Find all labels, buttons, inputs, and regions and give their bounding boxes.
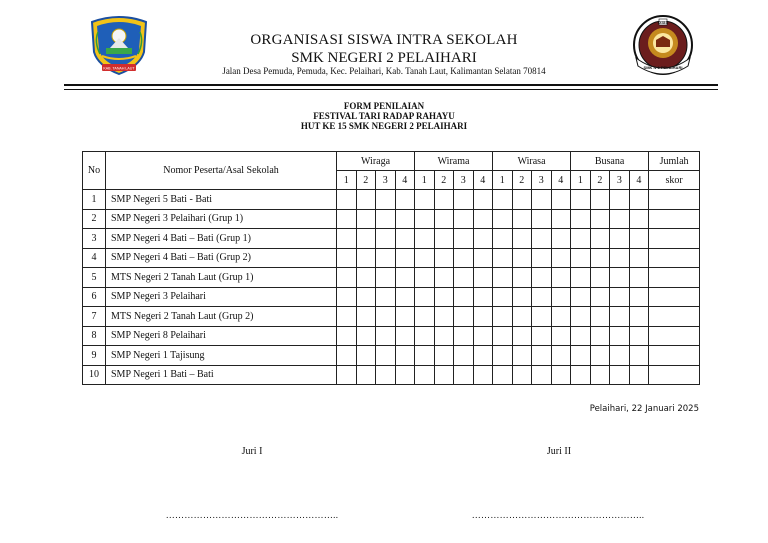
score-cell[interactable] [376,209,396,229]
sub-col: 1 [415,171,435,190]
score-cell[interactable] [415,268,435,288]
score-cell[interactable] [571,248,591,268]
score-cell[interactable] [434,326,454,346]
score-cell[interactable] [473,307,493,327]
score-cell[interactable] [356,248,376,268]
score-cell[interactable] [434,307,454,327]
score-cell[interactable] [473,326,493,346]
form-subtitle: FESTIVAL TARI RADAP RAHAYU [313,111,455,121]
score-cell[interactable] [532,248,552,268]
sub-col: 1 [337,171,357,190]
score-cell[interactable] [473,346,493,366]
table-row [83,209,700,229]
score-cell[interactable] [532,209,552,229]
header-wirama: Wirama [415,152,493,171]
score-cell[interactable] [532,326,552,346]
score-table-body [83,190,700,385]
score-cell[interactable] [473,268,493,288]
score-cell[interactable] [532,307,552,327]
total-score-cell[interactable] [649,326,700,346]
score-cell[interactable] [571,287,591,307]
score-cell[interactable] [473,248,493,268]
score-cell[interactable] [337,287,357,307]
sub-col: 2 [434,171,454,190]
score-cell[interactable] [493,268,513,288]
score-cell[interactable] [395,365,415,385]
score-cell[interactable] [473,287,493,307]
form-event: HUT KE 15 SMK NEGERI 2 PELAIHARI [300,121,468,131]
score-cell[interactable] [376,287,396,307]
score-cell[interactable] [610,248,630,268]
logo-right-top-text: OSIS [657,20,669,25]
score-cell[interactable] [356,190,376,210]
score-cell[interactable] [512,248,532,268]
header-wiraga: Wiraga [337,152,415,171]
score-cell[interactable] [493,326,513,346]
score-cell[interactable] [454,268,474,288]
score-cell[interactable] [473,365,493,385]
score-cell[interactable] [590,287,610,307]
table-row [83,365,700,385]
total-score-cell[interactable] [649,307,700,327]
score-cell[interactable] [629,268,649,288]
total-score-cell[interactable] [649,229,700,249]
score-cell[interactable] [337,190,357,210]
score-cell[interactable] [434,365,454,385]
score-cell[interactable] [434,209,454,229]
score-cell[interactable] [434,268,454,288]
score-cell[interactable] [532,268,552,288]
score-cell[interactable] [454,287,474,307]
score-cell[interactable] [473,190,493,210]
table-row [83,346,700,366]
score-cell[interactable] [610,365,630,385]
header-school: Nomor Peserta/Asal Sekolah [106,152,337,190]
score-cell[interactable] [571,268,591,288]
tanah-laut-emblem-icon [84,14,154,76]
score-cell[interactable] [493,229,513,249]
score-cell[interactable] [551,268,571,288]
score-cell[interactable] [610,307,630,327]
score-cell[interactable] [590,365,610,385]
score-cell[interactable] [454,248,474,268]
header-busana: Busana [571,152,649,171]
score-cell[interactable] [376,326,396,346]
row-school: SMP Negeri 5 Bati - Bati [106,190,337,210]
score-cell[interactable] [356,307,376,327]
score-cell[interactable] [415,346,435,366]
row-school: SMP Negeri 1 Tajisung [106,346,337,366]
score-cell[interactable] [493,365,513,385]
score-cell[interactable] [473,229,493,249]
row-number: 2 [83,209,106,229]
row-number: 7 [83,307,106,327]
sub-col: 4 [395,171,415,190]
score-cell[interactable] [590,326,610,346]
row-number: 10 [83,365,106,385]
score-cell[interactable] [512,287,532,307]
table-row [83,307,700,327]
score-cell[interactable] [493,287,513,307]
sub-col: 4 [629,171,649,190]
sub-col: 2 [356,171,376,190]
score-cell[interactable] [590,229,610,249]
score-cell[interactable] [571,326,591,346]
score-cell[interactable] [571,346,591,366]
logo-right-bottom-text: SMK N 2 PELAIHARI [643,65,683,70]
sub-col: 1 [571,171,591,190]
score-cell[interactable] [395,307,415,327]
row-school: SMP Negeri 3 Pelaihari (Grup 1) [106,209,337,229]
score-cell[interactable] [629,307,649,327]
score-cell[interactable] [337,365,357,385]
row-school: SMP Negeri 1 Bati – Bati [106,365,337,385]
total-score-cell[interactable] [649,209,700,229]
score-cell[interactable] [571,209,591,229]
score-cell[interactable] [415,365,435,385]
score-cell[interactable] [629,346,649,366]
sub-col: 4 [473,171,493,190]
score-cell[interactable] [395,346,415,366]
score-cell[interactable] [590,209,610,229]
score-cell[interactable] [434,190,454,210]
score-cell[interactable] [610,326,630,346]
score-cell[interactable] [415,248,435,268]
score-cell[interactable] [590,307,610,327]
logo-left-text: KAB. TANAH LAUT [103,66,135,71]
table-row [83,268,700,288]
row-school: SMP Negeri 4 Bati – Bati (Grup 1) [106,229,337,249]
score-cell[interactable] [473,209,493,229]
score-cell[interactable] [415,209,435,229]
score-cell[interactable] [376,268,396,288]
score-cell[interactable] [493,209,513,229]
score-cell[interactable] [395,209,415,229]
total-score-cell[interactable] [649,268,700,288]
score-cell[interactable] [610,190,630,210]
score-cell[interactable] [415,287,435,307]
judge-2-signature-line: ……………………………………………….. [471,510,645,520]
score-cell[interactable] [434,287,454,307]
score-cell[interactable] [356,346,376,366]
sub-col: 2 [590,171,610,190]
score-cell[interactable] [415,190,435,210]
sub-col: 3 [376,171,396,190]
score-cell[interactable] [415,307,435,327]
score-cell[interactable] [356,365,376,385]
score-cell[interactable] [551,209,571,229]
score-cell[interactable] [629,287,649,307]
score-cell[interactable] [551,248,571,268]
score-cell[interactable] [551,190,571,210]
score-cell[interactable] [376,365,396,385]
score-cell[interactable] [337,326,357,346]
score-cell[interactable] [551,365,571,385]
score-cell[interactable] [376,248,396,268]
table-row [83,326,700,346]
total-score-cell[interactable] [649,346,700,366]
score-cell[interactable] [512,365,532,385]
score-cell[interactable] [337,229,357,249]
score-cell[interactable] [512,190,532,210]
form-title: FORM PENILAIAN [343,101,425,111]
score-table [82,151,700,385]
header-total-line2: skor [649,171,700,190]
judge-1-signature-line: ……………………………………………….. [165,510,339,520]
score-cell[interactable] [629,326,649,346]
score-cell[interactable] [356,287,376,307]
score-cell[interactable] [395,287,415,307]
osis-emblem-icon [628,14,698,78]
sub-col: 1 [493,171,513,190]
judge-1-label: Juri I [241,446,263,457]
table-row [83,287,700,307]
org-name: ORGANISASI SISWA INTRA SEKOLAH [250,32,518,48]
score-cell[interactable] [337,307,357,327]
score-cell[interactable] [434,229,454,249]
score-cell[interactable] [512,307,532,327]
score-cell[interactable] [610,229,630,249]
score-cell[interactable] [532,365,552,385]
sub-col: 3 [610,171,630,190]
score-cell[interactable] [395,248,415,268]
score-cell[interactable] [610,268,630,288]
row-school: SMP Negeri 4 Bati – Bati (Grup 2) [106,248,337,268]
header-divider-thin [64,89,718,90]
score-cell[interactable] [356,229,376,249]
total-score-cell[interactable] [649,190,700,210]
score-cell[interactable] [551,326,571,346]
sub-col: 3 [532,171,552,190]
score-cell[interactable] [571,190,591,210]
score-cell[interactable] [337,248,357,268]
sub-col: 2 [512,171,532,190]
score-cell[interactable] [551,229,571,249]
score-cell[interactable] [571,365,591,385]
score-cell[interactable] [356,268,376,288]
table-row [83,190,700,210]
score-cell[interactable] [337,209,357,229]
score-cell[interactable] [454,365,474,385]
score-cell[interactable] [415,229,435,249]
judge-2-label: Juri II [546,446,572,457]
score-cell[interactable] [454,346,474,366]
row-number: 8 [83,326,106,346]
school-name: SMK NEGERI 2 PELAIHARI [291,50,477,66]
score-cell[interactable] [493,190,513,210]
total-score-cell[interactable] [649,365,700,385]
table-row [83,248,700,268]
score-cell[interactable] [629,229,649,249]
score-cell[interactable] [512,229,532,249]
score-cell[interactable] [454,209,474,229]
score-cell[interactable] [532,229,552,249]
score-cell[interactable] [376,229,396,249]
row-school: MTS Negeri 2 Tanah Laut (Grup 2) [106,307,337,327]
score-cell[interactable] [532,190,552,210]
score-cell[interactable] [454,190,474,210]
score-cell[interactable] [493,307,513,327]
score-cell[interactable] [551,287,571,307]
header-wirasa: Wirasa [493,152,571,171]
score-cell[interactable] [356,326,376,346]
score-cell[interactable] [551,346,571,366]
score-cell[interactable] [512,326,532,346]
score-cell[interactable] [512,268,532,288]
score-cell[interactable] [376,307,396,327]
score-cell[interactable] [590,190,610,210]
row-school: SMP Negeri 8 Pelaihari [106,326,337,346]
row-number: 3 [83,229,106,249]
score-cell[interactable] [454,229,474,249]
score-cell[interactable] [629,365,649,385]
header-no: No [83,152,106,190]
score-cell[interactable] [590,268,610,288]
row-school: SMP Negeri 3 Pelaihari [106,287,337,307]
school-address: Jalan Desa Pemuda, Pemuda, Kec. Pelaihari, Kab. Tanah Laut, Kalimantan Selatan 70814 [222,66,546,76]
score-cell[interactable] [590,346,610,366]
row-number: 4 [83,248,106,268]
table-row [83,229,700,249]
score-cell[interactable] [434,346,454,366]
row-number: 1 [83,190,106,210]
score-cell[interactable] [395,190,415,210]
score-cell[interactable] [571,307,591,327]
row-number: 5 [83,268,106,288]
row-number: 6 [83,287,106,307]
row-school: MTS Negeri 2 Tanah Laut (Grup 1) [106,268,337,288]
score-cell[interactable] [629,190,649,210]
score-cell[interactable] [415,326,435,346]
total-score-cell[interactable] [649,287,700,307]
score-cell[interactable] [454,326,474,346]
score-cell[interactable] [610,209,630,229]
score-cell[interactable] [395,326,415,346]
row-number: 9 [83,346,106,366]
score-cell[interactable] [376,190,396,210]
score-cell[interactable] [590,248,610,268]
score-cell[interactable] [454,307,474,327]
score-cell[interactable] [395,229,415,249]
score-cell[interactable] [512,209,532,229]
score-cell[interactable] [532,287,552,307]
score-cell[interactable] [434,248,454,268]
score-cell[interactable] [629,209,649,229]
score-cell[interactable] [629,248,649,268]
score-cell[interactable] [376,346,396,366]
score-cell[interactable] [610,346,630,366]
score-cell[interactable] [356,209,376,229]
score-cell[interactable] [337,268,357,288]
score-cell[interactable] [337,346,357,366]
score-cell[interactable] [610,287,630,307]
place-date: Pelaihari, 22 Januari 2025 [589,404,699,414]
score-cell[interactable] [493,248,513,268]
header-total-line1: Jumlah [649,152,700,171]
header-divider-thick [64,84,718,86]
score-cell[interactable] [551,307,571,327]
score-cell[interactable] [395,268,415,288]
sub-col: 4 [551,171,571,190]
score-cell[interactable] [512,346,532,366]
score-cell[interactable] [532,346,552,366]
sub-col: 3 [454,171,474,190]
score-cell[interactable] [493,346,513,366]
total-score-cell[interactable] [649,248,700,268]
score-cell[interactable] [571,229,591,249]
